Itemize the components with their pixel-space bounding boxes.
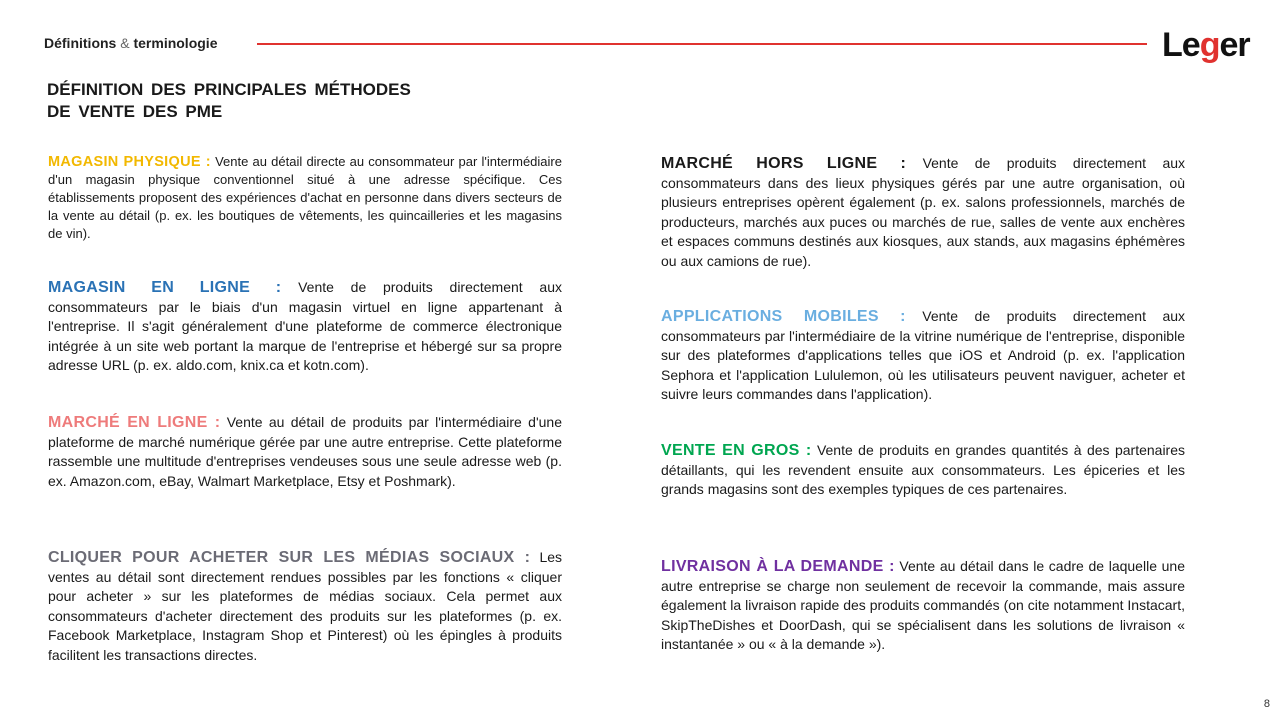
definition-term: MARCHÉ EN LIGNE : — [48, 414, 221, 431]
definition-text: Vente au détail de produits par l'intermédiaire d'une plateforme de marché numérique gérée par une autre entreprise. Cette plateforme rassemble une multitude d'entreprises vendeuses sous une seule adresse web (p. ex. Amazon.com, eBay, Walmart Marketplace, Etsy et Poshmark). — [48, 414, 562, 489]
definition-term: APPLICATIONS MOBILES : — [661, 308, 906, 325]
title-line: DE VENTE DES PME — [47, 102, 223, 121]
definition-magasin-physique — [48, 153, 562, 243]
header-part: Définitions — [44, 35, 117, 51]
section-header — [44, 35, 217, 51]
header-part: terminologie — [133, 35, 218, 51]
definition-vente-en-gros — [661, 441, 1185, 500]
definition-term: MAGASIN PHYSIQUE : — [48, 154, 211, 170]
header-amp: & — [120, 35, 130, 51]
page-number: 8 — [1263, 698, 1270, 710]
definition-magasin-en-ligne — [48, 278, 562, 376]
definition-text: Les ventes au détail sont directement rendues possibles par les fonctions « cliquer pour acheter » sur les plateformes de médias sociaux. Cela permet aux consommateurs d'acheter directement des produits sur les plateformes (p. ex. Facebook Marketplace, Instagram Shop et Pinterest) où les épingles à produits facilitent les transactions directes. — [48, 549, 563, 663]
title-line: DÉFINITION DES PRINCIPALES MÉTHODES — [47, 80, 411, 99]
definition-term: VENTE EN GROS : — [661, 442, 812, 459]
definition-marche-hors-ligne — [661, 154, 1185, 271]
definition-applications-mobiles — [661, 307, 1185, 405]
definition-medias-sociaux — [48, 548, 562, 665]
definition-term: MARCHÉ HORS LIGNE : — [661, 155, 907, 172]
header-divider — [257, 43, 1147, 45]
definition-term: MAGASIN EN LIGNE : — [48, 279, 282, 296]
leger-logo: Leger — [1162, 26, 1250, 64]
definition-text: Vente de produits en grandes quantités à des partenaires détaillants, qui les revendent ensuite aux consommateurs. Les épiceries et les grands magasins sont des exemples typiques de ces partenaires. — [661, 442, 1185, 497]
definition-text: Vente de produits directement aux consommateurs dans des lieux physiques gérés par une autre organisation, où plusieurs entreprises opèrent également (p. ex. salons professionnels, marchés de producteurs, marchés aux puces ou marchés de rue, salles de vente aux enchères et espaces communs destinés aux kiosques, aux stands, aux magasins éphémères ou aux camions de rue). — [661, 155, 1186, 269]
definition-text: Vente au détail dans le cadre de laquelle une autre entreprise se charge non seulement de recevoir la commande, mais assure également la livraison rapide des produits commandés (on cite notamment Instacart, SkipTheDishes et DoorDash, qui se spécialisent dans les solutions de livraison « instantanée » ou « à la demande »). — [661, 558, 1185, 652]
definition-marche-en-ligne — [48, 413, 562, 491]
definition-livraison-demande — [661, 557, 1185, 655]
definition-text: Vente au détail directe au consommateur par l'intermédiaire d'un magasin physique conventionnel situé à une adresse spécifique. Ces établissements proposent des expériences d'achat en personne dans divers secteurs de la vente au détail (p. ex. les boutiques de vêtements, les quincailleries et les magasins de vin). — [48, 154, 562, 241]
page-title — [47, 79, 411, 123]
definition-term: CLIQUER POUR ACHETER SUR LES MÉDIAS SOCIAUX : — [48, 549, 531, 566]
definition-text: Vente de produits directement aux consommateurs par l'intermédiaire de la vitrine numérique de l'entreprise, disponible sur des plateformes d'applications telles que iOS et Android (p. ex. l'application Sephora et l'application Lululemon, où les utilisateurs peuvent naviguer, acheter et suivre leurs commandes dans l'application). — [661, 308, 1186, 402]
definition-term: LIVRAISON À LA DEMANDE : — [661, 558, 895, 575]
definition-text: Vente de produits directement aux consommateurs par le biais d'un magasin virtuel en ligne appartenant à l'entreprise. Il s'agit généralement d'une plateforme de commerce électronique intégrée à un site web portant la marque de l'entreprise et hébergé sur sa propre adresse URL (p. ex. aldo.com, knix.ca et kotn.com). — [48, 279, 563, 373]
